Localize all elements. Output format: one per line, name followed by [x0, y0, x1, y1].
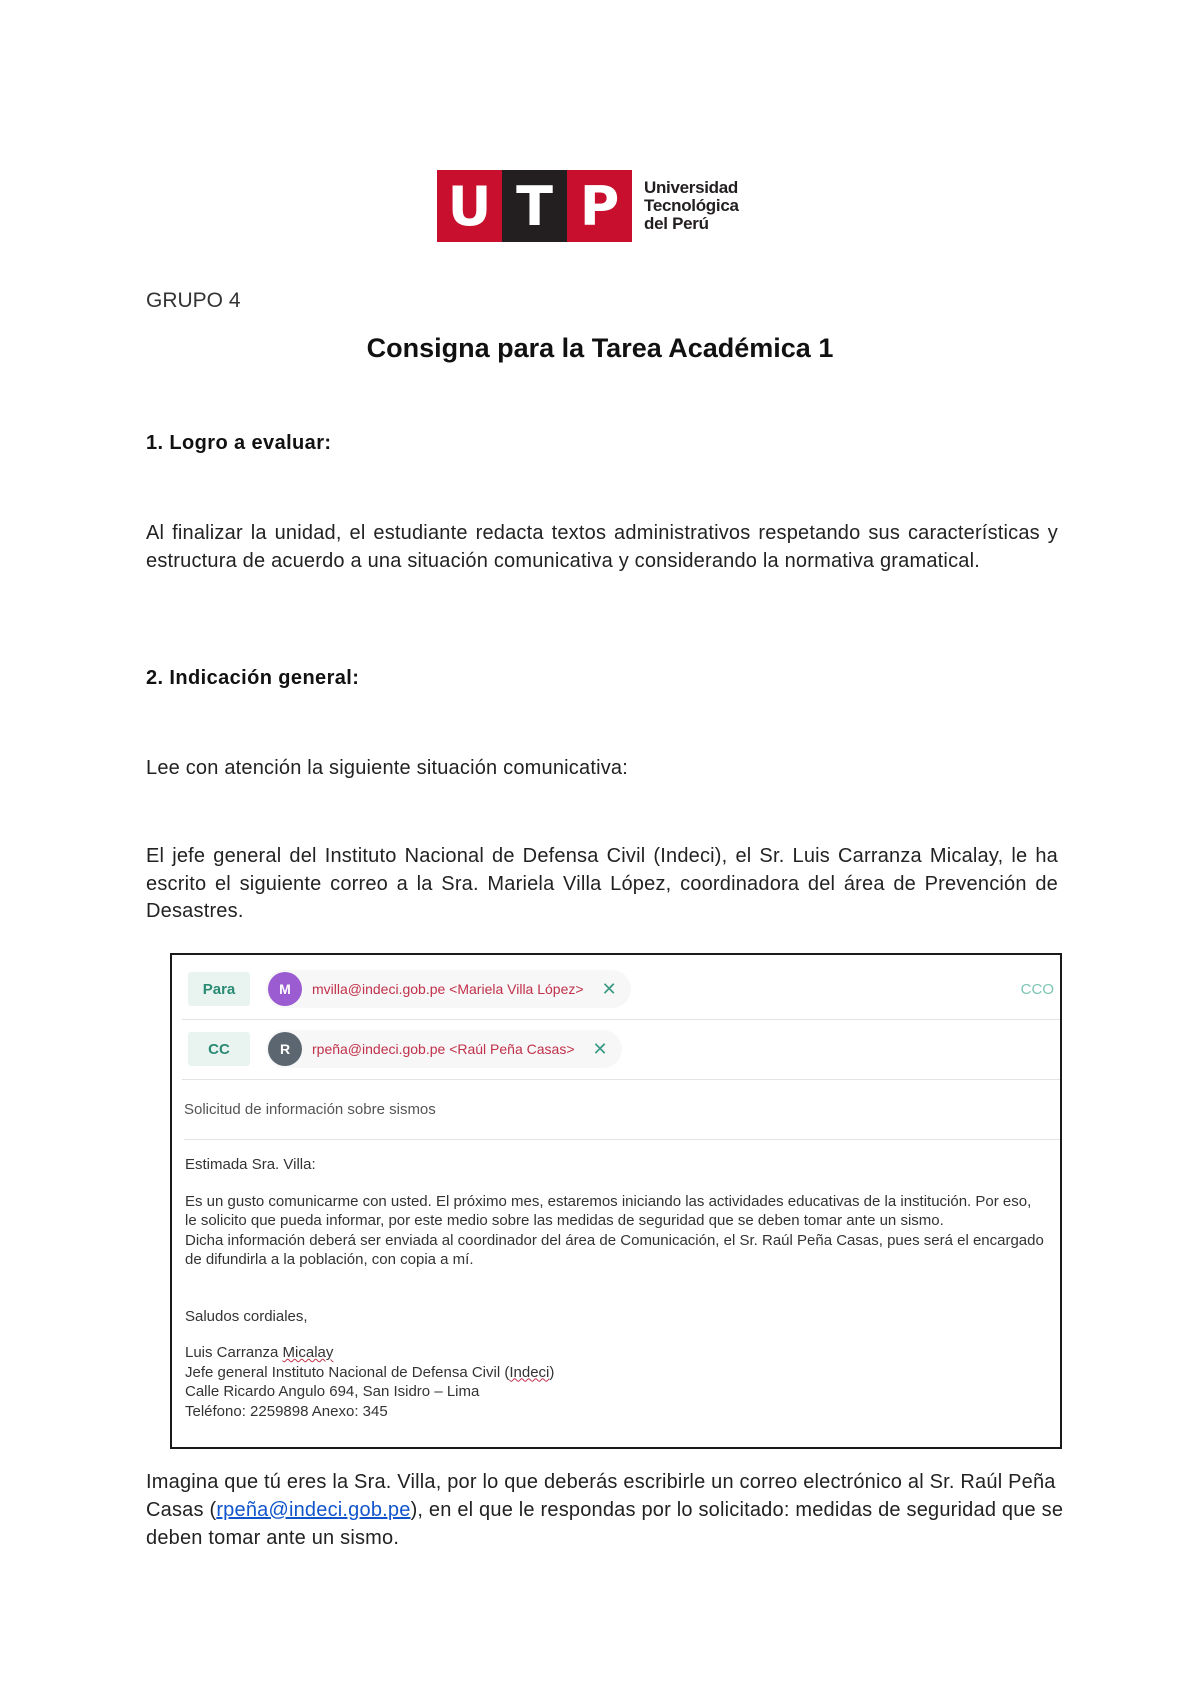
recipient-avatar: M [268, 972, 302, 1006]
signature-first-name: Luis Carranza [185, 1344, 283, 1361]
email-to-row [182, 959, 1060, 1020]
group-label: GRUPO 4 [146, 289, 241, 312]
page-title: Consigna para la Tarea Académica 1 [366, 333, 834, 363]
utp-logo [437, 170, 739, 242]
section-2-intro: Lee con atención la siguiente situación comunicativa: [146, 757, 629, 779]
email-signature-phone: Teléfono: 2259898 Anexo: 345 [185, 1402, 388, 1420]
signature-title-post: ) [549, 1363, 555, 1381]
email-to-label: Para [188, 972, 250, 1006]
email-cc-label: CC [188, 1032, 250, 1066]
email-subject: Solicitud de información sobre sismos [184, 1079, 1060, 1140]
section-1-text: Al finalizar la unidad, el estudiante redacta textos administrativos respetando sus características y estructura de acuerdo a una situación comunicativa y considerando la normativa gramatical. [146, 522, 1058, 572]
signature-title-pre: Jefe general Instituto Nacional de Defensa Civil ( [185, 1363, 510, 1381]
email-greeting: Estimada Sra. Villa: [185, 1156, 316, 1173]
final-text-before: Imagina que tú eres la Sra. Villa, por lo que deberás escribirle un correo electrónico al Sr. Raúl Peña Casas ( [146, 1471, 1056, 1521]
signature-last-name: Micalay [282, 1344, 334, 1361]
logo-letter-p: P [567, 170, 632, 242]
email-body [185, 1155, 1046, 1421]
signature-title-org: Indeci [509, 1363, 550, 1381]
email-body-paragraph-1: Es un gusto comunicarme con usted. El próximo mes, estaremos iniciando las actividades educativas de la institución. Por eso, le solicito que pueda informar, por este medio sobre las medidas de seguridad que se deben tomar ante un sismo. [185, 1192, 1032, 1229]
email-to-chip [266, 970, 631, 1008]
email-cc-row [182, 1019, 1060, 1080]
logo-letter-t: T [502, 170, 567, 242]
logo-line-1: Universidad [644, 178, 739, 197]
cc-avatar: R [268, 1032, 302, 1066]
final-instruction [146, 1468, 1066, 1552]
email-screenshot [170, 953, 1062, 1449]
email-link[interactable]: rpeña@indeci.gob.pe [216, 1499, 411, 1521]
utp-logo-letters [437, 170, 632, 242]
utp-logo-text [644, 179, 739, 233]
email-cc-chip [266, 1030, 622, 1068]
email-closing: Saludos cordiales, [185, 1307, 308, 1325]
email-to-address: mvilla@indeci.gob.pe <Mariela Villa López> [312, 981, 584, 997]
email-body-paragraph-2: Dicha información deberá ser enviada al coordinador del área de Comunicación, el Sr. Raúl Peña Casas, pues será el encargado de difundirla a la población, con copia a mí. [185, 1231, 1044, 1268]
final-text-after: ), en el que le respondas por lo solicitado: medidas de seguridad que se deben tomar ante un sismo. [146, 1499, 1064, 1549]
close-icon: ✕ [601, 978, 617, 999]
email-signature-title [185, 1363, 1046, 1383]
logo-letter-u: U [437, 170, 502, 242]
email-signature-name [185, 1343, 1046, 1363]
section-2-situation: El jefe general del Instituto Nacional de Defensa Civil (Indeci), el Sr. Luis Carranza Micalay, le ha escrito el siguiente correo a la Sra. Mariela Villa López, coordinadora del área de Prevención de Desastres. [146, 845, 1058, 922]
section-2-heading: 2. Indicación general: [146, 667, 360, 689]
logo-line-2: Tecnológica [644, 196, 739, 215]
email-cco-label: CCO [1020, 980, 1054, 998]
logo-line-3: del Perú [644, 214, 709, 233]
close-icon: ✕ [592, 1038, 608, 1059]
email-signature-address: Calle Ricardo Angulo 694, San Isidro – Lima [185, 1383, 480, 1400]
section-1-heading: 1. Logro a evaluar: [146, 432, 332, 454]
email-cc-address: rpeña@indeci.gob.pe <Raúl Peña Casas> [312, 1041, 575, 1057]
